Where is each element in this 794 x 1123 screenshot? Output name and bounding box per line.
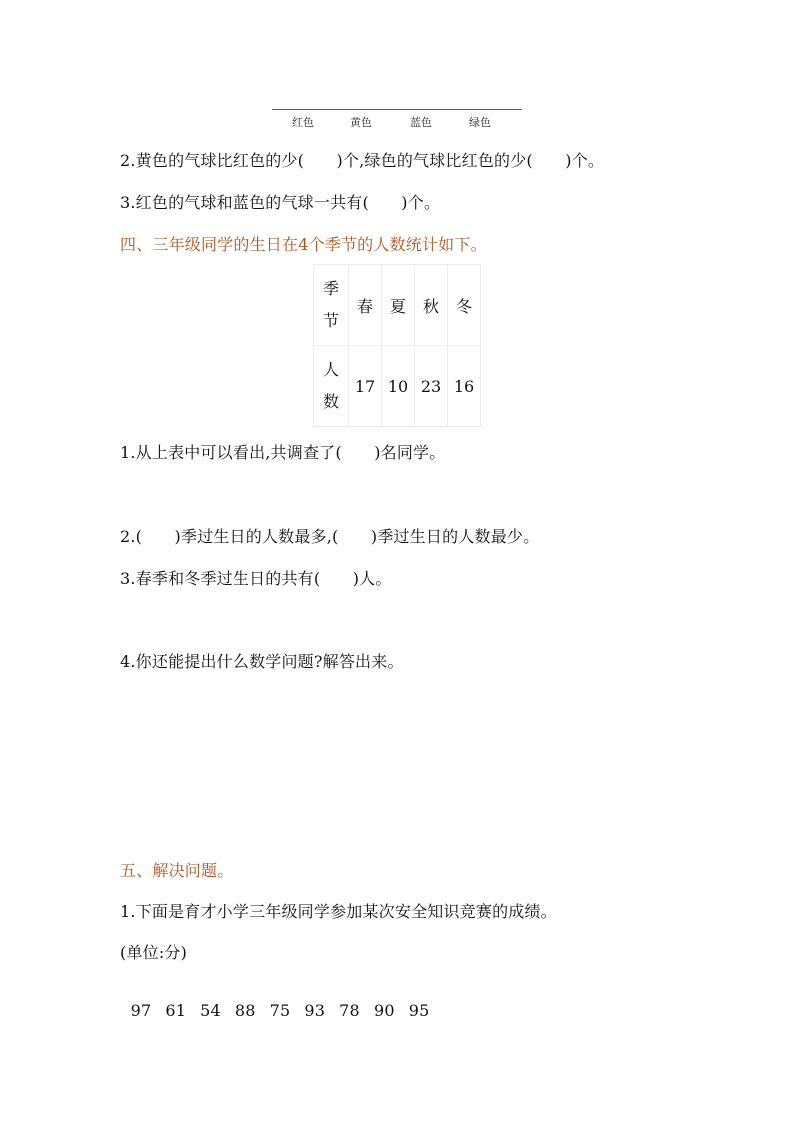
question-3-3: 3.红色的气球和蓝色的气球一共有( )个。 [120,193,441,212]
score-value: 54 [200,1001,221,1020]
table-cell-winter-count: 16 [448,346,481,427]
score-value: 90 [373,1001,395,1020]
question-4-2: 2.( )季过生日的人数最多,( )季过生日的人数最少。 [120,527,540,546]
section-5-heading: 五、解决问题。 [120,861,234,880]
question-5-1: 1.下面是育才小学三年级同学参加某次安全知识竞赛的成绩。 [120,902,557,921]
score-value: 95 [408,1001,430,1020]
season-birthday-table [313,264,481,427]
score-list [120,982,443,1020]
question-3-2: 2.黄色的气球比红色的少( )个,绿色的气球比红色的少( )个。 [120,151,605,170]
section-4-heading: 四、三年级同学的生日在4个季节的人数统计如下。 [120,235,487,254]
axis-label-yellow: 黄色 [350,116,372,129]
table-header-count: 人 数 [314,346,349,427]
axis-label-green: 绿色 [469,116,491,129]
axis-label-red: 红色 [292,116,314,129]
question-4-3: 3.春季和冬季过生日的共有( )人。 [120,569,392,588]
score-value: 78 [339,1001,360,1020]
score-value: 75 [269,1001,291,1020]
table-cell-autumn-count: 23 [415,346,448,427]
question-4-1: 1.从上表中可以看出,共调查了( )名同学。 [120,443,446,462]
axis-label-blue: 蓝色 [410,116,432,129]
score-value: 97 [130,1001,152,1020]
table-cell-winter: 冬 [448,265,481,346]
table-header-season: 季 节 [314,265,349,346]
table-cell-summer: 夏 [382,265,415,346]
table-cell-summer-count: 10 [382,346,415,427]
table-cell-spring: 春 [349,265,382,346]
score-value: 61 [165,1001,187,1020]
chart-x-axis-line [272,109,522,110]
unit-label: (单位:分) [120,943,188,962]
table-cell-spring-count: 17 [349,346,382,427]
table-row-season [314,265,481,346]
question-4-4: 4.你还能提出什么数学问题?解答出来。 [120,652,404,671]
table-row-count [314,346,481,427]
table-cell-autumn: 秋 [415,265,448,346]
score-value: 93 [304,1001,326,1020]
score-value: 88 [234,1001,256,1020]
